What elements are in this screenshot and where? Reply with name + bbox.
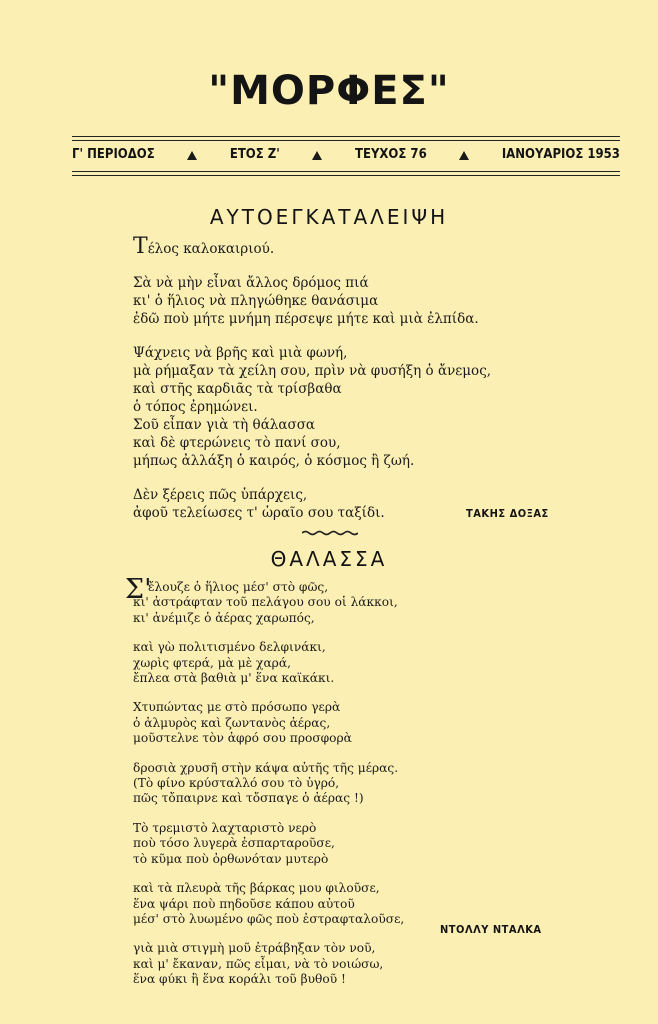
triangle-separator-icon: [187, 151, 197, 160]
poem1-stanza: [133, 344, 491, 470]
poem2-author: ΝΤΟΛΛΥ ΝΤΑΛΚΑ: [440, 923, 542, 936]
poem2-line: ἔπλεα στὰ βαθιὰ μ' ἕνα καϊκάκι.: [133, 671, 335, 686]
poem1-line: καὶ δὲ φτερώνεις τὸ πανί σου,: [133, 435, 341, 451]
poem2-line: καὶ μ' ἔκαναν, πῶς εἶμαι, νὰ τὸ νοιώσω,: [133, 956, 384, 971]
issue-label: ΤΕΥΧΟΣ 76: [354, 147, 427, 162]
magazine-title: "ΜΟΡΦΕΣ": [208, 68, 450, 114]
poem2-drop-cap: Σ': [125, 574, 152, 605]
poem1-line: ὁ τόπος ἐρημώνει.: [133, 399, 258, 415]
poem2-stanza: [133, 761, 404, 807]
poem2-stanza: [133, 821, 404, 867]
poem2-stanza: [133, 640, 404, 686]
bottom-rule-1: [72, 171, 620, 172]
poem2-line: κι' ἀνέμιζε ὁ ἀέρας χαρωπός,: [133, 610, 315, 625]
poem2-line: δροσιὰ χρυσῆ στὴν κάψα αὐτῆς τῆς μέρας.: [133, 760, 399, 775]
poem1-line: κι' ὁ ἥλιος νὰ πληγώθηκε θανάσιμα: [133, 293, 379, 309]
poem1-body: [133, 234, 492, 538]
poem1-line: ἀφοῦ τελείωσες τ' ὡραῖο σου ταξίδι.: [133, 505, 385, 521]
poem2-line: κι' ἀστράφταν τοῦ πελάγου σου οἱ λάκκοι,: [133, 595, 398, 610]
poem2-line: Χτυπώντας με στὸ πρόσωπο γερὰ: [133, 700, 341, 715]
triangle-separator-icon: [312, 151, 322, 160]
top-rule-2: [72, 140, 620, 141]
top-rule-1: [72, 136, 620, 137]
poem2-line: ποὺ τόσο λυγερὰ ἐσπαρταροῦσε,: [133, 836, 335, 851]
poem2-stanza: [133, 700, 404, 746]
poem2-stanza: [133, 941, 404, 987]
poem1-line: καὶ στῆς καρδιᾶς τὰ τρίσβαθα: [133, 381, 342, 397]
poem2-line: (Τὸ φίνο κρύσταλλό σου τὸ ὑγρό,: [133, 776, 340, 791]
poem2-line: ὁ ἁλμυρὸς καὶ ζωντανὸς ἀέρας,: [133, 715, 331, 730]
triangle-separator-icon: [459, 151, 469, 160]
poem2-line: γιὰ μιὰ στιγμὴ μοῦ ἐτράβηξαν τὸν νοῦ,: [133, 941, 376, 956]
poem1-line: Σοῦ εἶπαν γιὰ τὴ θάλασσα: [133, 417, 316, 433]
poem1-line: Τέλος καλοκαιριού.: [133, 234, 275, 259]
issue-info-bar: [72, 146, 620, 164]
poem2-line: ἔλουζε ὁ ἥλιος μέσ' στὸ φῶς,: [148, 580, 329, 594]
poem1-line: Σὰ νὰ μὴν εἶναι ἄλλος δρόμος πιά: [133, 275, 369, 291]
poem2-line: μοῦστελνε τὸν ἀφρό σου προσφορὰ: [133, 731, 352, 746]
poem2-line: καὶ γὼ πολιτισμένο δελφινάκι,: [133, 640, 326, 655]
date-label: ΙΑΝΟΥΑΡΙΟΣ 1953: [501, 147, 620, 162]
poem2-stanza: [133, 881, 404, 927]
poem1-drop-cap: Τ: [133, 234, 148, 259]
poem1-stanza: [133, 274, 491, 328]
poem2-title: ΘΑΛΑΣΣΑ: [270, 547, 388, 571]
bottom-rule-2: [72, 175, 620, 176]
poem1-author: ΤΑΚΗΣ ΔΟΞΑΣ: [466, 507, 549, 520]
poem1-stanza: [133, 486, 491, 522]
poem1-line: μήπως ἀλλάξη ὁ καιρός, ὁ κόσμος ἢ ζωή.: [133, 453, 415, 469]
poem2-line: ἕνα ψάρι ποὺ πηδοῦσε κάπου αὐτοῦ: [133, 896, 355, 911]
poem2-line: ἕνα φύκι ἢ ἕνα κοράλι τοῦ βυθοῦ !: [133, 972, 346, 987]
poem1-title: ΑΥΤΟΕΓΚΑΤΑΛΕΙΨΗ: [209, 205, 449, 229]
year-label: ΕΤΟΣ Ζ': [229, 147, 280, 162]
poem1-line: Ψάχνεις νὰ βρῆς καὶ μιὰ φωνή,: [133, 345, 348, 361]
poem2-line: Τὸ τρεμιστὸ λαχταριστὸ νερὸ: [133, 820, 317, 835]
poem1-line: μὰ ρήμαξαν τὰ χείλη σου, πρὶν νὰ φυσήξη ὁ ἄνεμος,: [133, 363, 492, 379]
poem1-stanza: [133, 234, 491, 259]
poem1-line: ἐδῶ ποὺ μήτε μνήμη πέρσεψε μήτε καὶ μιὰ ἐλπίδα.: [133, 311, 479, 327]
poem1-line: Δὲν ξέρεις πῶς ὑπάρχεις,: [133, 487, 308, 503]
poem2-line: καὶ τὰ πλευρὰ τῆς βάρκας μου φιλοῦσε,: [133, 881, 380, 896]
poem2-line: τὸ κῦμα ποὺ ὀρθωνόταν μυτερὸ: [133, 851, 329, 866]
wavy-divider: [302, 530, 358, 536]
poem2-line: χωρὶς φτερά, μὰ μὲ χαρά,: [133, 655, 291, 670]
poem2-line: μέσ' στὸ λυωμένο φῶς ποὺ ἐστραφταλοῦσε,: [133, 911, 405, 926]
period-label: Γ' ΠΕΡΙΟΔΟΣ: [72, 147, 155, 162]
poem2-body: [125, 574, 405, 1002]
poem2-stanza: [133, 580, 404, 626]
poem2-line: πῶς τὄπαιρνε καὶ τὄσπαγε ὁ ἀέρας !): [133, 791, 364, 806]
